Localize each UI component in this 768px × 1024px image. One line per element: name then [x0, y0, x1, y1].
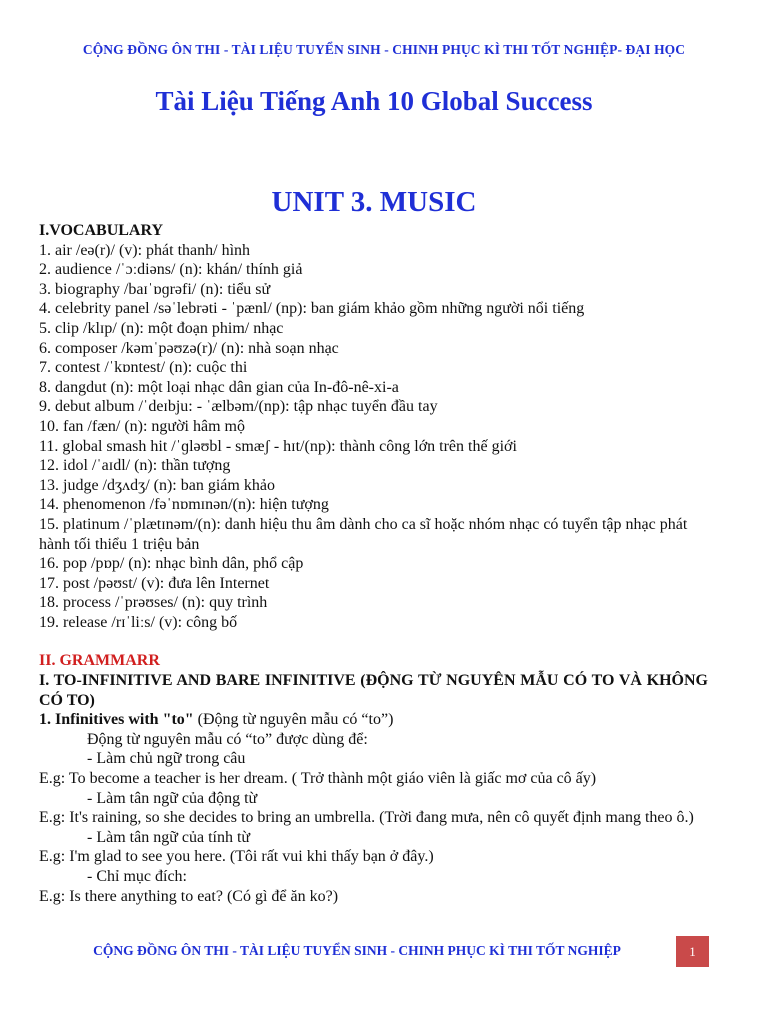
page-number-badge: 1 — [676, 936, 709, 967]
infinitive-heading — [39, 710, 708, 730]
vocab-item: 9. debut album /ˈdeɪbju: - ˈælbəm/(np): tập nhạc tuyển đầu tay — [39, 398, 438, 416]
infinitive-heading-bold: 1. Infinitives with "to" — [39, 711, 194, 729]
usage-item: - Làm tân ngữ của động từ — [87, 789, 258, 807]
example-line: E.g: To become a teacher is her dream. ( Trở thành một giáo viên là giấc mơ của cô ấy) — [39, 770, 597, 788]
vocab-item: 18. process /ˈprəʊses/ (n): quy trình — [39, 594, 268, 612]
page-header: CỘNG ĐỒNG ÔN THI - TÀI LIỆU TUYỂN SINH - CHINH PHỤC KÌ THI TỐT NGHIỆP- ĐẠI HỌC — [82, 42, 686, 57]
vocab-item: 1. air /eə(r)/ (v): phát thanh/ hình — [39, 241, 251, 259]
example-line: E.g: I'm glad to see you here. (Tôi rất vui khi thấy bạn ở đây.) — [39, 848, 434, 866]
vocab-item: 8. dangdut (n): một loại nhạc dân gian của In-đô-nê-xi-a — [39, 378, 399, 396]
usage-item: - Làm chủ ngữ trong câu — [87, 750, 246, 768]
vocab-item: 16. pop /pɒp/ (n): nhạc bình dân, phổ cập — [39, 555, 304, 573]
vocab-item: 14. phenomenon /fəˈnɒmɪnən/(n): hiện tượng — [39, 496, 329, 514]
usage-intro: Động từ nguyên mẫu có “to” được dùng để: — [87, 730, 368, 748]
vocab-item: 13. judge /dʒʌdʒ/ (n): ban giám khảo — [39, 476, 275, 494]
vocab-item: 17. post /pəʊst/ (v): đưa lên Internet — [39, 574, 270, 592]
vocab-item: 2. audience /ˈɔːdiəns/ (n): khán/ thính giả — [39, 261, 303, 279]
grammar-subheading: I. TO-INFINITIVE AND BARE INFINITIVE (ĐỘNG TỪ NGUYÊN MẪU CÓ TO VÀ KHÔNG CÓ TO) — [39, 672, 708, 709]
vocab-item: 3. biography /baɪˈɒɡrəfi/ (n): tiểu sử — [39, 280, 271, 298]
vocab-item: 12. idol /ˈaɪdl/ (n): thần tượng — [39, 457, 231, 475]
usage-item: - Chỉ mục đích: — [87, 868, 187, 885]
vocab-item: 7. contest /ˈkɒntest/ (n): cuộc thi — [39, 359, 248, 377]
example-line: E.g: Is there anything to eat? (Có gì để ăn ko?) — [39, 887, 339, 905]
vocab-item: 4. celebrity panel /səˈlebrəti - ˈpænl/ (np): ban giám khảo gồm những người nổi tiếng — [39, 300, 585, 318]
infinitive-heading-rest: (Động từ nguyên mẫu có “to”) — [193, 711, 394, 729]
vocab-item: 6. composer /kəmˈpəʊzə(r)/ (n): nhà soạn nhạc — [39, 339, 339, 357]
vocab-item: 10. fan /fæn/ (n): người hâm mộ — [39, 417, 245, 435]
usage-item: - Làm tân ngữ của tính từ — [87, 828, 251, 846]
document-title: Tài Liệu Tiếng Anh 10 Global Success — [155, 86, 593, 116]
section-gap — [39, 632, 708, 651]
example-line: E.g: It's raining, so she decides to bring an umbrella. (Trời đang mưa, nên cô quyết định mang theo ô.) — [39, 809, 694, 827]
document-body — [39, 221, 708, 906]
vocab-item: 15. platinum /ˈplætɪnəm/(n): danh hiệu thu âm dành cho ca sĩ hoặc nhóm nhạc có tuyển tập nhạc phát hành tối thiểu 1 triệu bản — [39, 515, 688, 553]
vocab-item: 19. release /rɪˈliːs/ (v): công bố — [39, 613, 238, 631]
grammar-heading: II. GRAMMARR — [39, 652, 160, 670]
unit-title: UNIT 3. MUSIC — [271, 186, 477, 218]
page-footer: CỘNG ĐỒNG ÔN THI - TÀI LIỆU TUYỂN SINH - CHINH PHỤC KÌ THI TỐT NGHIỆP — [93, 943, 621, 958]
vocabulary-heading: I.VOCABULARY — [39, 222, 164, 239]
vocab-item: 5. clip /klɪp/ (n): một đoạn phim/ nhạc — [39, 319, 284, 337]
vocab-item: 11. global smash hit /ˈɡləʊbl - smæʃ - hɪt/(np): thành công lớn trên thế giới — [39, 437, 517, 455]
